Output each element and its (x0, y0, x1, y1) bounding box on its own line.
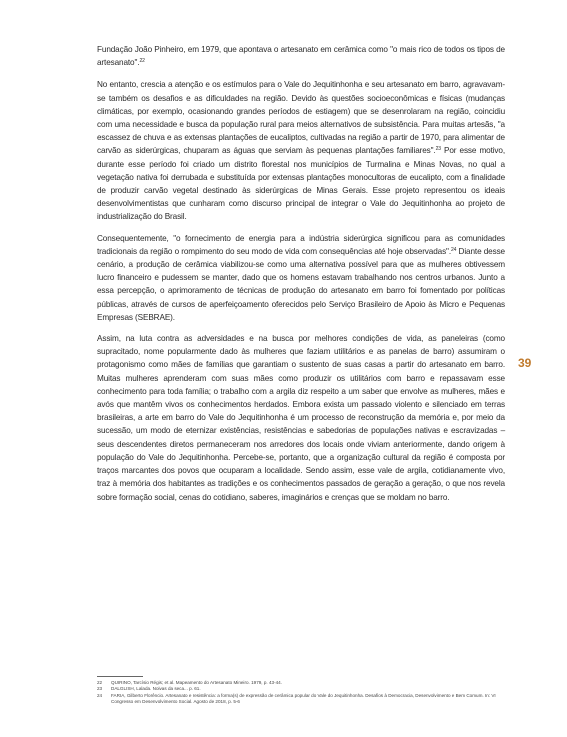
footnote-ref-23[interactable]: 23 (435, 146, 441, 153)
footnote-number: 23 (97, 686, 103, 692)
footnote-text: QUIRINO, Tarcísio Régis; et al. Mapeamento do Artesanato Mineiro. 1979, p. 43-44. (111, 680, 282, 685)
paragraph-3-text-a: Consequentemente, "o fornecimento de energia para a indústria siderúrgica significou para as comunidades tradicionais da região o rompimento do seu modo de vida com consequências até hoje observadas". (97, 233, 505, 256)
footnote-number: 24 (97, 692, 103, 698)
footnotes (97, 680, 507, 706)
paragraph-1-text: Fundação João Pinheiro, em 1979, que apontava o artesanato em cerâmica como "o mais rico de todos os tipos de artesanato". (97, 45, 505, 68)
paragraph-3 (97, 232, 505, 324)
page-number: 39 (518, 356, 532, 370)
footnote-ref-22[interactable]: 22 (139, 58, 145, 65)
footnote-text: DALGLISH, Lalada. Noivas da seca... p. 61. (111, 686, 201, 692)
footnote-ref-24[interactable]: 24 (451, 246, 457, 253)
footnote-text: FARIA, Gilberto Florêncio. Artesanato e resistência: a forma(s) de expressão de cerâmica popular do Vale do Jequitinhonha. Desafios à Democracia, Desenvolvimento e Bem Comum. In: VI Congresso em Desenvolvimento Social. Agosto de 2018, p. 5-6 (111, 692, 496, 705)
paragraph-4: Assim, na luta contra as adversidades e na busca por melhores condições de vida, as paneleiras (como supracitado, nome popularmente dado às mulheres que faziam utilitários e as panelas de barro) assumiram o protagonismo como mães de famílias que garantiam o sustento de suas casas a partir do artesanato em barro. Muitas mulheres aprenderam com suas mães como produzir os utilitários com barro e repassavam esse conhecimento para toda família; o trabalho com a argila diz respeito a um saber que envolve as mulheres, mães e avós que mantêm vivos os conhecimentos herdados. Embora exista um passado violento e silenciado em terras brasileiras, a arte em barro do Vale do Jequitinhonha é um processo de reconstrução da memória e, por meio da sucessão, um modo de eternizar existências, resistências e sabedorias de populações nativas e escravizadas – seus descendentes diretos permaneceram nos arredores dos locais onde viviam anteriormente, dando origem à população do Vale do Jequitinhonha. Percebe-se, portanto, que a organização cultural da região é composta por traços marcantes dos povos que ocuparam a localidade. Sendo assim, esse vale de argila, cotidianamente vivo, traz à memória dos habitantes as tradições e os conhecimentos passados de geração a geração, o que nos revela sobre formação social, cenas do cotidiano, saberes, imaginários e crenças que se moldam no barro. (97, 334, 505, 502)
footnote-number: 22 (97, 680, 103, 685)
body-text (97, 43, 505, 512)
footnote-divider (97, 676, 143, 677)
paragraph-2 (97, 78, 505, 223)
paragraph-2-text-a: No entanto, crescia a atenção e os estímulos para o Vale do Jequitinhonha e seu artesanato em barro, agravavam-se também os desafios e as dificuldades na região. Devido às questões socioeconômicas e físicas (mudanças climáticas, por exemplo, ocasionando grandes períodos de estiagem) que se desenrolaram na região, coincidiu com uma necessidade e busca da população rural para meios alternativos de subsistência. Para muitas artesãs, "a escassez de chuva e as extensas plantações de eucaliptos, cultivadas na região a partir de 1970, para alimentar de carvão as siderúrgicas, chuparam as águas que serviam às pequenas plantações familiares". (97, 80, 505, 156)
paragraph-2-text-b: Por esse motivo, durante esse período foi criado um distrito florestal nos municípios de Turmalina e Minas Novas, no qual a vegetação nativa foi derrubada e substituída por extensas plantações monocultoras de eucalipto, com a finalidade de produzir carvão vegetal destinado às siderúrgicas de Minas Gerais. Esse projeto representou os ideais desenvolvimentistas que cunharam como discurso principal de integrar o Vale do Jequitinhonha ao projeto de industrialização do Brasil. (97, 146, 505, 222)
paragraph-3-text-b: Diante desse cenário, a produção de cerâmica viabilizou-se como uma alternativa possível para que as mulheres obtivessem lucro financeiro e pudessem se manter, dado que os homens estavam trabalhando nos centros urbanos. Junto a essa percepção, o aprimoramento de técnicas de produção do artesanato em barro foi fomentado por políticas públicas, através de cursos de aperfeiçoamento oferecidos pelo Serviço Brasileiro de Apoio às Micro e Pequenas Empresas (SEBRAE). (97, 246, 505, 322)
paragraph-1 (97, 43, 505, 69)
footnote-24 (97, 693, 507, 706)
